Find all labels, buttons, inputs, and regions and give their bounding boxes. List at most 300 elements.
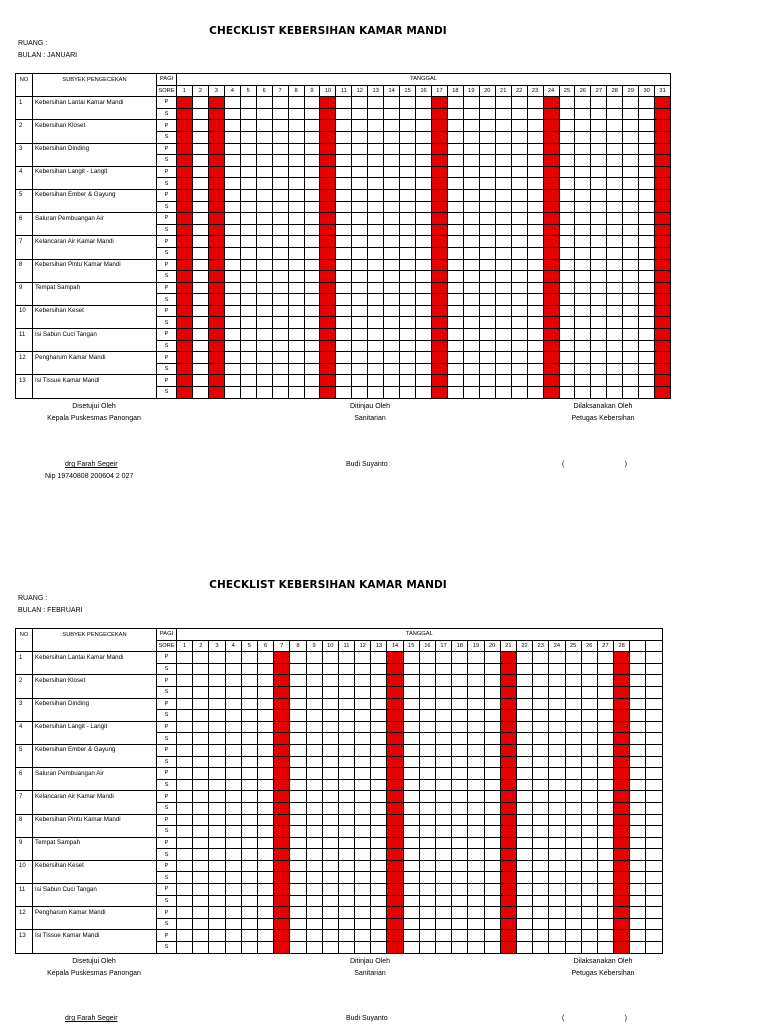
check-cell xyxy=(468,768,484,780)
shift-label: P xyxy=(157,652,177,664)
check-cell-marked xyxy=(614,884,630,896)
check-cell xyxy=(192,166,208,178)
check-cell xyxy=(288,108,304,120)
check-cell xyxy=(403,802,419,814)
check-cell xyxy=(240,166,256,178)
sig-left-name: drg Farah Segeir xyxy=(65,1015,118,1022)
check-cell xyxy=(516,930,532,942)
check-cell xyxy=(597,872,613,884)
check-cell-marked xyxy=(274,768,290,780)
check-cell xyxy=(352,329,368,341)
check-cell xyxy=(468,837,484,849)
table-row xyxy=(16,791,663,803)
shift-label: S xyxy=(157,779,177,791)
check-cell xyxy=(533,802,549,814)
check-cell xyxy=(256,305,272,317)
check-cell xyxy=(527,282,543,294)
check-cell xyxy=(639,143,655,155)
check-cell-marked xyxy=(320,317,336,329)
check-cell xyxy=(257,918,273,930)
check-cell xyxy=(352,189,368,201)
check-cell xyxy=(416,282,432,294)
check-cell xyxy=(403,698,419,710)
check-cell xyxy=(639,155,655,167)
check-cell xyxy=(384,329,400,341)
table-row xyxy=(16,236,671,248)
item-subject: Kebersihan Keset xyxy=(33,860,157,872)
check-cell xyxy=(452,942,468,954)
check-cell xyxy=(290,791,306,803)
shift-label: S xyxy=(157,201,177,213)
check-cell xyxy=(256,189,272,201)
check-cell xyxy=(591,363,607,375)
check-cell xyxy=(516,872,532,884)
check-cell xyxy=(436,663,452,675)
check-cell xyxy=(338,779,354,791)
table-row xyxy=(16,201,671,213)
check-cell xyxy=(452,826,468,838)
check-cell xyxy=(371,930,387,942)
item-subject-blank xyxy=(33,710,157,722)
check-cell xyxy=(452,930,468,942)
item-no: 9 xyxy=(16,282,33,294)
check-cell xyxy=(581,918,597,930)
check-cell xyxy=(368,189,384,201)
check-cell xyxy=(336,155,352,167)
shift-label: P xyxy=(157,352,177,364)
check-cell xyxy=(511,375,527,387)
check-cell-marked xyxy=(274,860,290,872)
check-cell xyxy=(241,837,257,849)
item-no: 13 xyxy=(16,930,33,942)
check-cell xyxy=(463,363,479,375)
table-row xyxy=(16,826,663,838)
check-cell xyxy=(192,155,208,167)
sig-center-name: Budi Suyanto xyxy=(346,461,388,468)
check-cell xyxy=(630,698,646,710)
check-cell-marked xyxy=(543,120,559,132)
check-cell xyxy=(400,387,416,399)
check-cell xyxy=(479,375,495,387)
check-cell xyxy=(479,189,495,201)
check-cell xyxy=(419,744,435,756)
check-cell-marked xyxy=(208,317,224,329)
check-cell xyxy=(241,884,257,896)
check-cell xyxy=(403,872,419,884)
check-cell xyxy=(368,329,384,341)
check-cell-marked xyxy=(655,131,671,143)
check-cell xyxy=(646,918,662,930)
check-cell xyxy=(384,201,400,213)
check-cell xyxy=(468,918,484,930)
check-cell xyxy=(257,930,273,942)
check-cell-marked xyxy=(208,143,224,155)
check-cell xyxy=(479,166,495,178)
check-cell xyxy=(240,143,256,155)
check-cell-marked xyxy=(208,271,224,283)
check-cell xyxy=(527,363,543,375)
meta-info xyxy=(18,593,83,617)
day-header: 13 xyxy=(371,640,387,652)
check-cell xyxy=(355,872,371,884)
check-cell xyxy=(630,895,646,907)
sig-center-name: Budi Suyanto xyxy=(346,1015,388,1022)
header-row xyxy=(16,74,671,86)
check-cell xyxy=(581,721,597,733)
check-cell xyxy=(630,814,646,826)
check-cell xyxy=(355,710,371,722)
check-cell xyxy=(371,733,387,745)
check-cell xyxy=(240,259,256,271)
check-cell-marked xyxy=(320,201,336,213)
check-cell xyxy=(336,340,352,352)
check-cell xyxy=(630,849,646,861)
check-cell xyxy=(355,791,371,803)
check-cell xyxy=(240,305,256,317)
sig-right-title: Petugas Kebersihan xyxy=(571,970,635,977)
check-cell xyxy=(559,329,575,341)
check-cell xyxy=(447,224,463,236)
check-cell xyxy=(209,791,225,803)
day-header: 26 xyxy=(575,85,591,97)
item-subject-blank xyxy=(33,155,157,167)
check-cell xyxy=(352,305,368,317)
header-tanggal: TANGGAL xyxy=(177,74,671,86)
check-cell xyxy=(646,744,662,756)
check-cell xyxy=(368,120,384,132)
check-cell-marked xyxy=(177,201,193,213)
check-cell xyxy=(322,768,338,780)
check-cell xyxy=(241,860,257,872)
check-cell xyxy=(209,686,225,698)
day-header: 23 xyxy=(527,85,543,97)
item-no: 1 xyxy=(16,97,33,109)
check-cell-marked xyxy=(614,802,630,814)
check-cell xyxy=(306,698,322,710)
signature-center xyxy=(330,401,410,425)
table-row xyxy=(16,837,663,849)
check-cell xyxy=(581,930,597,942)
check-cell xyxy=(306,710,322,722)
check-cell xyxy=(565,872,581,884)
check-cell xyxy=(306,663,322,675)
check-cell-marked xyxy=(432,236,448,248)
check-cell xyxy=(400,294,416,306)
check-cell xyxy=(484,942,500,954)
check-cell xyxy=(511,189,527,201)
check-cell xyxy=(447,143,463,155)
check-cell xyxy=(484,698,500,710)
check-cell-marked xyxy=(543,329,559,341)
shift-label: P xyxy=(157,97,177,109)
check-cell xyxy=(575,375,591,387)
check-cell xyxy=(403,756,419,768)
check-cell xyxy=(400,271,416,283)
check-cell xyxy=(559,282,575,294)
check-cell xyxy=(224,340,240,352)
check-cell xyxy=(479,259,495,271)
check-cell xyxy=(192,224,208,236)
check-cell xyxy=(646,884,662,896)
check-cell xyxy=(452,895,468,907)
check-cell xyxy=(256,108,272,120)
check-cell xyxy=(355,744,371,756)
check-cell xyxy=(224,247,240,259)
header-subject: SUBYEK PENGECEKAN xyxy=(33,629,157,641)
check-cell-marked xyxy=(177,166,193,178)
check-cell xyxy=(549,791,565,803)
check-cell xyxy=(436,884,452,896)
check-cell xyxy=(368,375,384,387)
check-cell xyxy=(355,826,371,838)
check-cell xyxy=(403,686,419,698)
check-cell xyxy=(352,131,368,143)
check-cell xyxy=(468,698,484,710)
check-cell xyxy=(416,213,432,225)
check-cell xyxy=(607,143,623,155)
check-cell xyxy=(209,663,225,675)
check-cell-marked xyxy=(432,387,448,399)
check-cell xyxy=(581,814,597,826)
check-cell xyxy=(479,317,495,329)
shift-label: S xyxy=(157,942,177,954)
check-cell xyxy=(256,131,272,143)
check-cell xyxy=(533,686,549,698)
check-cell xyxy=(336,201,352,213)
check-cell xyxy=(591,375,607,387)
check-cell xyxy=(400,375,416,387)
check-cell xyxy=(225,907,241,919)
check-cell-marked xyxy=(655,108,671,120)
check-cell xyxy=(575,259,591,271)
day-header: 3 xyxy=(209,640,225,652)
check-cell xyxy=(257,907,273,919)
check-cell xyxy=(224,271,240,283)
check-cell xyxy=(533,942,549,954)
check-cell xyxy=(452,698,468,710)
check-cell xyxy=(177,837,193,849)
check-cell xyxy=(224,224,240,236)
check-cell xyxy=(288,143,304,155)
sig-center-role: Ditinjau Oleh xyxy=(349,403,391,410)
check-cell xyxy=(192,97,208,109)
check-cell-marked xyxy=(655,363,671,375)
check-cell xyxy=(623,317,639,329)
check-cell xyxy=(639,363,655,375)
check-cell xyxy=(306,826,322,838)
check-cell xyxy=(193,710,209,722)
check-cell xyxy=(192,387,208,399)
check-cell xyxy=(484,837,500,849)
check-cell xyxy=(272,271,288,283)
check-cell xyxy=(225,663,241,675)
check-cell xyxy=(452,710,468,722)
table-row xyxy=(16,166,671,178)
check-cell-marked xyxy=(655,224,671,236)
check-cell-marked xyxy=(387,826,403,838)
check-cell xyxy=(463,329,479,341)
day-header: 19 xyxy=(463,85,479,97)
check-cell xyxy=(400,120,416,132)
check-cell xyxy=(290,930,306,942)
check-cell xyxy=(403,733,419,745)
check-cell xyxy=(272,340,288,352)
check-cell xyxy=(224,201,240,213)
check-cell xyxy=(436,768,452,780)
check-cell xyxy=(403,652,419,664)
shift-label: S xyxy=(157,826,177,838)
check-cell-marked xyxy=(208,236,224,248)
check-cell xyxy=(290,849,306,861)
check-cell-marked xyxy=(543,178,559,190)
shift-label: P xyxy=(157,166,177,178)
check-cell xyxy=(338,710,354,722)
check-cell-marked xyxy=(432,271,448,283)
shift-label: P xyxy=(157,721,177,733)
table-row xyxy=(16,895,663,907)
check-cell xyxy=(639,247,655,259)
check-cell xyxy=(177,895,193,907)
check-cell xyxy=(290,721,306,733)
check-cell xyxy=(646,698,662,710)
check-cell xyxy=(177,744,193,756)
check-cell xyxy=(290,884,306,896)
check-cell-marked xyxy=(543,282,559,294)
check-cell xyxy=(241,768,257,780)
check-cell xyxy=(484,884,500,896)
check-cell xyxy=(225,884,241,896)
item-subject-blank xyxy=(33,363,157,375)
check-cell xyxy=(256,294,272,306)
table-row xyxy=(16,860,663,872)
check-cell xyxy=(484,710,500,722)
check-cell xyxy=(192,329,208,341)
shift-label: S xyxy=(157,710,177,722)
check-cell xyxy=(623,247,639,259)
check-cell xyxy=(290,942,306,954)
check-cell xyxy=(304,363,320,375)
check-cell xyxy=(581,860,597,872)
day-header: 1 xyxy=(177,640,193,652)
check-cell xyxy=(322,930,338,942)
table-row xyxy=(16,97,671,109)
check-cell xyxy=(419,826,435,838)
item-subject-blank xyxy=(33,826,157,838)
check-cell xyxy=(559,213,575,225)
table-row xyxy=(16,294,671,306)
check-cell xyxy=(575,329,591,341)
check-cell xyxy=(416,340,432,352)
check-cell xyxy=(192,305,208,317)
day-header: 18 xyxy=(447,85,463,97)
check-cell xyxy=(355,698,371,710)
check-cell xyxy=(591,236,607,248)
check-cell-marked xyxy=(320,305,336,317)
check-cell xyxy=(257,802,273,814)
check-cell xyxy=(565,895,581,907)
check-cell xyxy=(306,942,322,954)
check-cell xyxy=(256,120,272,132)
check-cell xyxy=(607,178,623,190)
check-cell xyxy=(623,213,639,225)
check-cell xyxy=(241,802,257,814)
check-cell xyxy=(240,352,256,364)
day-header: 4 xyxy=(224,85,240,97)
item-no-blank xyxy=(16,872,33,884)
check-cell xyxy=(400,189,416,201)
check-cell xyxy=(338,849,354,861)
check-cell xyxy=(193,791,209,803)
check-cell xyxy=(177,814,193,826)
check-cell xyxy=(463,387,479,399)
item-subject: Tempat Sampah xyxy=(33,282,157,294)
check-cell xyxy=(352,178,368,190)
day-header: 22 xyxy=(511,85,527,97)
header-days-row xyxy=(16,85,671,97)
check-cell xyxy=(630,710,646,722)
check-cell xyxy=(272,166,288,178)
check-cell xyxy=(256,282,272,294)
check-cell xyxy=(527,120,543,132)
check-cell xyxy=(304,213,320,225)
shift-label: S xyxy=(157,387,177,399)
check-cell xyxy=(479,247,495,259)
check-cell-marked xyxy=(274,802,290,814)
check-cell xyxy=(368,259,384,271)
check-cell xyxy=(272,259,288,271)
check-cell xyxy=(516,942,532,954)
check-cell xyxy=(646,675,662,687)
check-cell xyxy=(463,294,479,306)
check-cell xyxy=(575,131,591,143)
shift-label: S xyxy=(157,340,177,352)
check-cell xyxy=(193,872,209,884)
check-cell xyxy=(403,895,419,907)
check-cell xyxy=(416,375,432,387)
check-cell xyxy=(384,131,400,143)
check-cell xyxy=(177,675,193,687)
check-cell xyxy=(581,779,597,791)
check-cell xyxy=(371,652,387,664)
check-cell xyxy=(368,282,384,294)
check-cell xyxy=(336,108,352,120)
check-cell xyxy=(419,942,435,954)
check-cell xyxy=(193,663,209,675)
check-cell xyxy=(565,837,581,849)
check-cell xyxy=(646,756,662,768)
check-cell xyxy=(623,155,639,167)
check-cell xyxy=(371,826,387,838)
check-cell xyxy=(338,802,354,814)
check-cell xyxy=(240,387,256,399)
check-cell xyxy=(306,652,322,664)
check-cell xyxy=(209,744,225,756)
check-cell xyxy=(565,814,581,826)
check-cell xyxy=(192,236,208,248)
check-cell xyxy=(352,387,368,399)
check-cell xyxy=(495,340,511,352)
check-cell xyxy=(368,201,384,213)
check-cell xyxy=(559,271,575,283)
check-cell xyxy=(495,97,511,109)
check-cell xyxy=(623,108,639,120)
check-cell-marked xyxy=(655,166,671,178)
check-cell xyxy=(447,352,463,364)
check-cell xyxy=(257,895,273,907)
check-cell xyxy=(419,675,435,687)
check-cell-marked xyxy=(432,131,448,143)
item-subject: Kebersihan Dinding xyxy=(33,143,157,155)
